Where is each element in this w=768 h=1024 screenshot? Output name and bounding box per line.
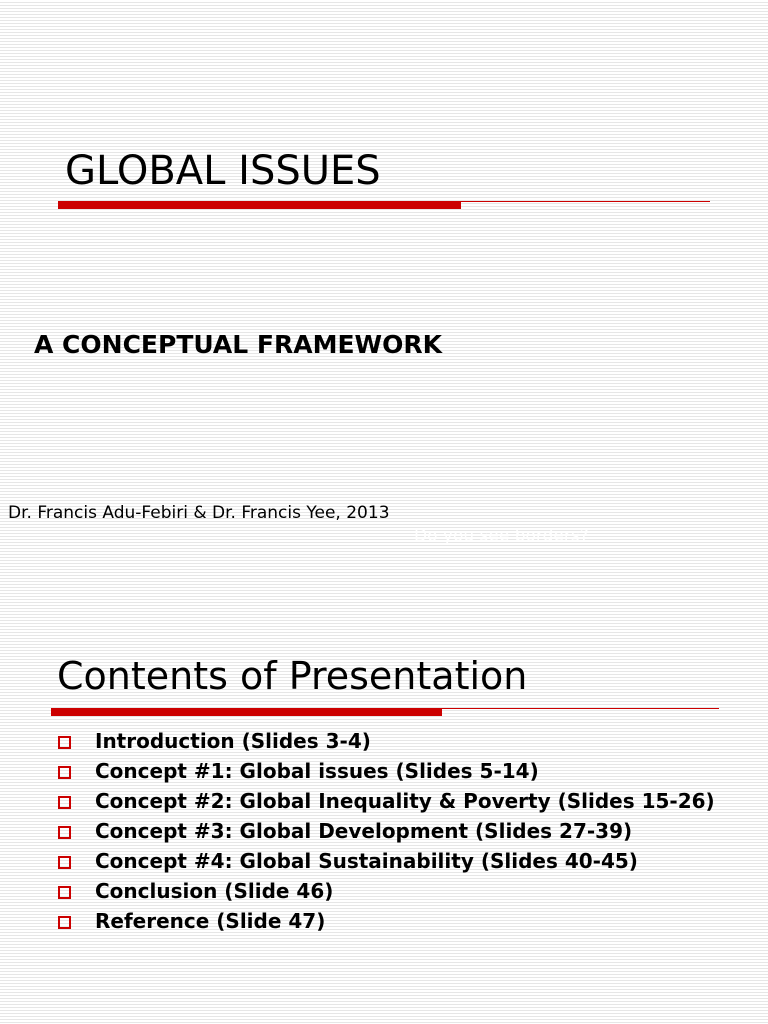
list-item	[56, 848, 736, 875]
hollow-square-icon	[58, 886, 71, 899]
list-item	[56, 878, 736, 905]
list-item-label: Concept #2: Global Inequality & Poverty (Slides 15-26)	[95, 789, 715, 813]
slide-subtitle: A CONCEPTUAL FRAMEWORK	[34, 330, 442, 359]
author-credit: Dr. Francis Adu-Febiri & Dr. Francis Yee, 2013	[8, 503, 390, 523]
list-item	[56, 758, 736, 785]
contents-list	[56, 728, 736, 938]
list-item-label: Introduction (Slides 3-4)	[95, 729, 371, 753]
list-item-label: Concept #1: Global issues (Slides 5-14)	[95, 759, 539, 783]
list-item-label: Concept #4: Global Sustainability (Slides 40-45)	[95, 849, 638, 873]
hollow-square-icon	[58, 796, 71, 809]
hollow-square-icon	[58, 916, 71, 929]
list-item	[56, 728, 736, 755]
contents-slide	[0, 512, 768, 1024]
list-item	[56, 788, 736, 815]
list-item-label: Conclusion (Slide 46)	[95, 879, 334, 903]
contents-title: Contents of Presentation	[57, 654, 528, 698]
title-underline-thick	[58, 201, 461, 209]
hollow-square-icon	[58, 856, 71, 869]
list-item	[56, 908, 736, 935]
slide-title: GLOBAL ISSUES	[65, 148, 381, 194]
contents-underline-thin	[442, 708, 719, 709]
title-underline-thin	[461, 201, 710, 202]
hollow-square-icon	[58, 766, 71, 779]
hidden-caption: Do you see borders?	[414, 526, 589, 546]
list-item	[56, 818, 736, 845]
list-item-label: Reference (Slide 47)	[95, 909, 326, 933]
hollow-square-icon	[58, 826, 71, 839]
hollow-square-icon	[58, 736, 71, 749]
list-item-label: Concept #3: Global Development (Slides 27-39)	[95, 819, 633, 843]
contents-underline-thick	[51, 708, 442, 716]
